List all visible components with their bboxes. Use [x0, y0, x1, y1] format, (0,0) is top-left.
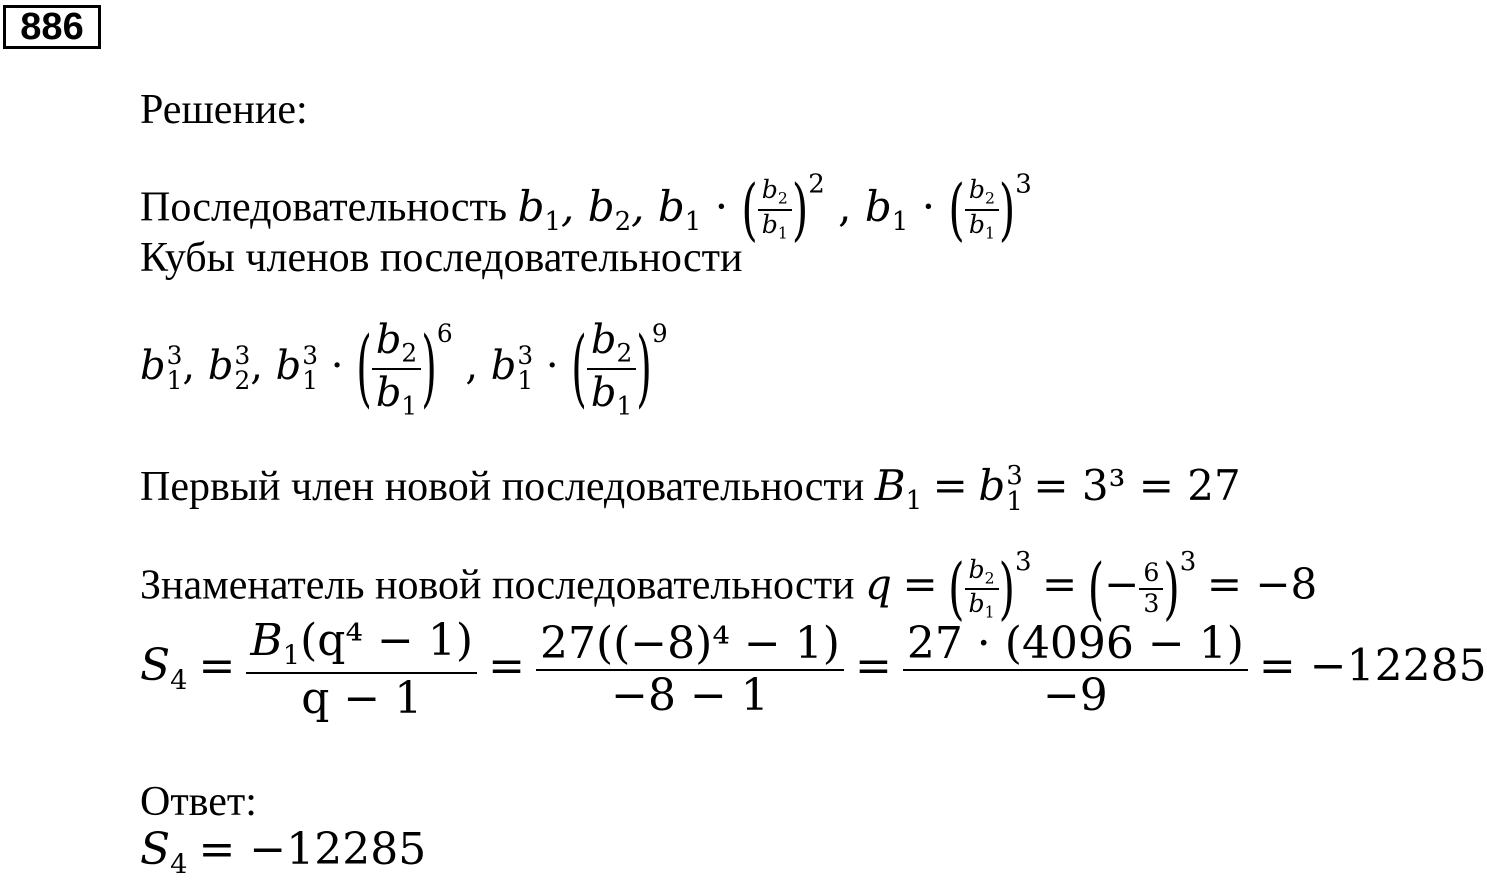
first-term-line: Первый член новой последовательности $B_1 = b$ 3 1 = 3³ = 27 [140, 460, 1241, 517]
cubes-text: Кубы членов последовательности [140, 235, 743, 281]
sequence-text: Последовательность [140, 184, 508, 231]
ratio-line: Знаменатель новой последовательности q = ( $\frac{b_2}{b_1}$ )$^3$ = (− $\frac{6}{3}$ )$^3$ = −8 [140, 547, 1318, 628]
sum-formula: $S_4$ = $\frac{B_1(q^4 - 1)}{q - 1}$ = $\frac{\text{27((−8)⁴ − 1)}}{-8 - 1}$ = $\frac{27 \cdot (4096 - 1)}{-9}$ = −12285 [140, 615, 1487, 724]
solution-label: Решение: [140, 87, 308, 133]
cubes-formula: b 3 1 , b 3 2 , b 3 1 · ( $\frac{b_2}{b_1}$ )$^6$ , b 3 1 · ( $\frac{b_2}{b_1}$ )$^9$ [140, 317, 668, 421]
sequence-line [140, 160, 1032, 249]
answer-value: $S_4 = -12285$ [140, 824, 427, 881]
answer-label: Ответ: [140, 779, 257, 825]
problem-number: 886 [3, 5, 101, 49]
sequence-formula: $b_1$, $b_2$, $b_1$ · ( $\frac{b_2}{b_1}$ )$^2$ , $b_1$ · ( $\frac{b_2}{b_1}$ )$^3$ [517, 169, 1032, 249]
